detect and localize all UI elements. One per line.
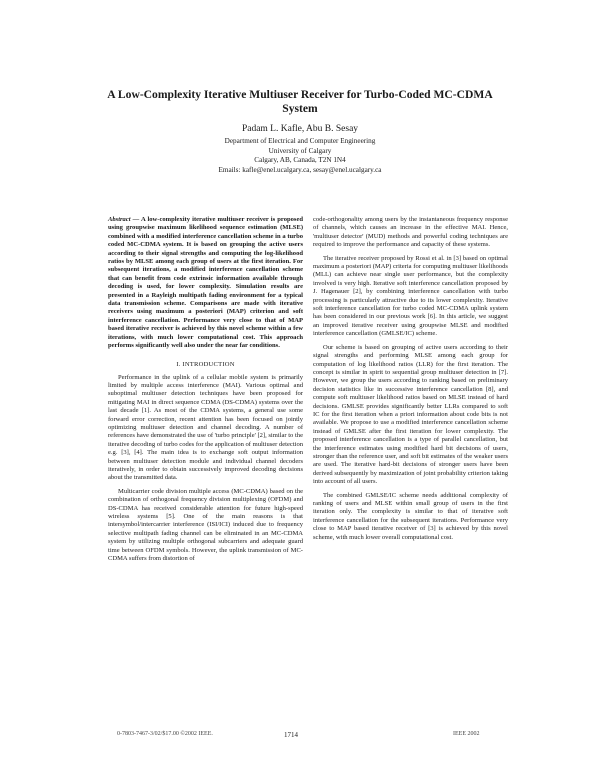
affiliation-line: Calgary, AB, Canada, T2N 1N4 — [254, 156, 346, 165]
affiliation-line: Department of Electrical and Computer Engineering — [224, 137, 376, 145]
page-number: 1714 — [284, 731, 298, 739]
body-paragraph: The combined GMLSE/IC scheme needs additional complexity of ranking of users and MLSE within small group of users in the first iteration only. The complexity is similar to that of iterative soft interference cancellation for the subsequent iterations. Performance very close to MAP based iterative receiver of [3] is achieved by this novel scheme, with much lower overall computational cost. — [313, 491, 508, 541]
affiliation-block — [140, 137, 460, 175]
abstract-lead: Abstract — [108, 216, 131, 223]
section-heading-introduction: I. INTRODUCTION — [176, 360, 235, 368]
footer-copyright: 0-7803-7467-3/02/$17.00 ©2002 IEEE. — [117, 731, 213, 737]
affiliation-line: University of Calgary — [268, 146, 332, 155]
body-paragraph: The iterative receiver proposed by Rossi et al. in [3] based on optimal maximum a posteriori (MAP) criteria for computing multiuser likelihoods (MLL) can achieve near single user performance, but the complexity involved is very high. Iterative soft interference cancellation proposed by J. Hagenauer [2], by combining interference cancellation with turbo processing is particularly attractive due to its lower complexity. Iterative soft interference cancellation for turbo coded MC-CDMA uplink system has been considered in our previous work [6]. In this article, we suggest an improved iterative receiver using groupwise MLSE and modified interference cancellation (GMLSE/IC) scheme. — [313, 254, 508, 338]
affiliation-emails: Emails: kafle@enel.ucalgary.ca, sesay@enel.ucalgary.ca — [218, 165, 382, 174]
paper-title: A Low-Complexity Iterative Multiuser Receiver for Turbo-Coded MC-CDMA System — [107, 88, 493, 115]
footer-right-label: IEEE 2002 — [453, 731, 480, 737]
body-paragraph: Multicarrier code division multiple access (MC-CDMA) based on the combination of orthogonal frequency division multiplexing (OFDM) and DS-CDMA has received considerable attention for future high-speed wireless systems [5]. One of the main reasons is that intersymbol/intercarrier interference (ISI/ICI) induced due to frequency selective multipath fading channel can be eliminated in an MC-CDMA system by utilizing multiple orthogonal subcarriers and adequate guard time between OFDM symbols. However, the uplink transmission of MC-CDMA suffers from distortion of — [108, 487, 303, 563]
body-paragraph: Our scheme is based on grouping of active users according to their signal strengths and performing MLSE among each group for computation of log likelihood ratios (LLR) for the first iteration. The concept is similar in spirit to sequential group multiuser detection in [7]. However, we group the users according to ranking based on preliminary decision statistics like in successive interference cancellation [8], and compute soft multiuser likelihood ratios based on MLSE instead of hard decisions. GMLSE provides significantly better LLRs compared to soft IC for the first iteration when a priori information about code bits is not available. We propose to use a modified interference cancellation scheme instead of GMLSE after the first iteration for lower complexity. The proposed interference cancellation is a type of parallel cancellation, but the interference estimates using modified hard bit decisions of users, stronger than the reference user, and soft bit estimates of the weaker users are used. The iterative hard-bit decisions of stronger users have been derived subsequently by maximization of joint probability criterion taking into account of all users. — [313, 343, 508, 486]
body-paragraph: code-orthogonality among users by the instantaneous frequency response of channels, which causes an increase in the effective MAI. Hence, 'multiuser detector' (MUD) methods and powerful coding techniques are required to improve the performance and capacity of these systems. — [313, 216, 508, 249]
body-paragraph: Performance in the uplink of a cellular mobile system is primarily limited by multiple access interference (MAI). Various optimal and suboptimal multiuser detection techniques have been proposed for mitigating MAI in direct sequence CDMA (DS-CDMA) systems over the last decade [1]. As most of the CDMA systems, a general use some forward error correction, recent attention has been focused on jointly optimizing multiuser detection and channel decoding. A number of references have demonstrated the use of 'turbo principle' [2], similar to the iterative decoding of turbo codes for the application of multiuser detection e.g. [3], [4]. The main idea is to exchange soft output information between multiuser detection module and individual channel decoders iteratively, in order to obtain successively improved decoding decisions about the transmitted data. — [108, 373, 303, 482]
left-column — [108, 216, 303, 568]
abstract: Abstract — A low-complexity iterative multiuser receiver is proposed using groupwise maximum likelihood sequence estimation (MLSE) combined with a modified interference cancellation scheme in a turbo coded MC-CDMA system. It is based on grouping the active users according to their signal strengths and computing the log-likelihood ratios by MLSE among each group of users at the first iteration. For subsequent iterations, a modified interference cancellation scheme that can benefit from code extrinsic information available through decoding is used, for lower complexity. Simulation results are presented in a Rayleigh multipath fading environment for a typical data transmission scheme. Comparisons are made with iterative receivers using maximum a posteriori (MAP) criterion and soft interference cancellation. Performance very close to that of MAP based iterative receiver is achieved by this novel scheme within a few iterations, with much lower computational cost. This approach performs significantly well also under the near far conditions. — [108, 216, 303, 350]
paper-authors: Padam L. Kafle, Abu B. Sesay — [241, 124, 359, 134]
right-column — [313, 216, 508, 547]
abstract-text: A low-complexity iterative multiuser receiver is proposed using groupwise maximum likelihood sequence estimation (MLSE) combined with a modified interference cancellation scheme in a turbo coded MC-CDMA system. It is based on grouping the active users according to their signal strengths and computing the log-likelihood ratios by MLSE among each group of users at the first iteration. For subsequent iterations, a modified interference cancellation scheme that can benefit from code extrinsic information available through decoding is used, for lower complexity. Simulation results are presented in a Rayleigh multipath fading environment for a typical data transmission scheme. Comparisons are made with iterative receivers using maximum a posteriori (MAP) criterion and soft interference cancellation. Performance very close to that of MAP based iterative receiver is achieved by this novel scheme within a few iterations, with much lower computational cost. This approach performs significantly well also under the near far conditions. — [108, 216, 303, 350]
